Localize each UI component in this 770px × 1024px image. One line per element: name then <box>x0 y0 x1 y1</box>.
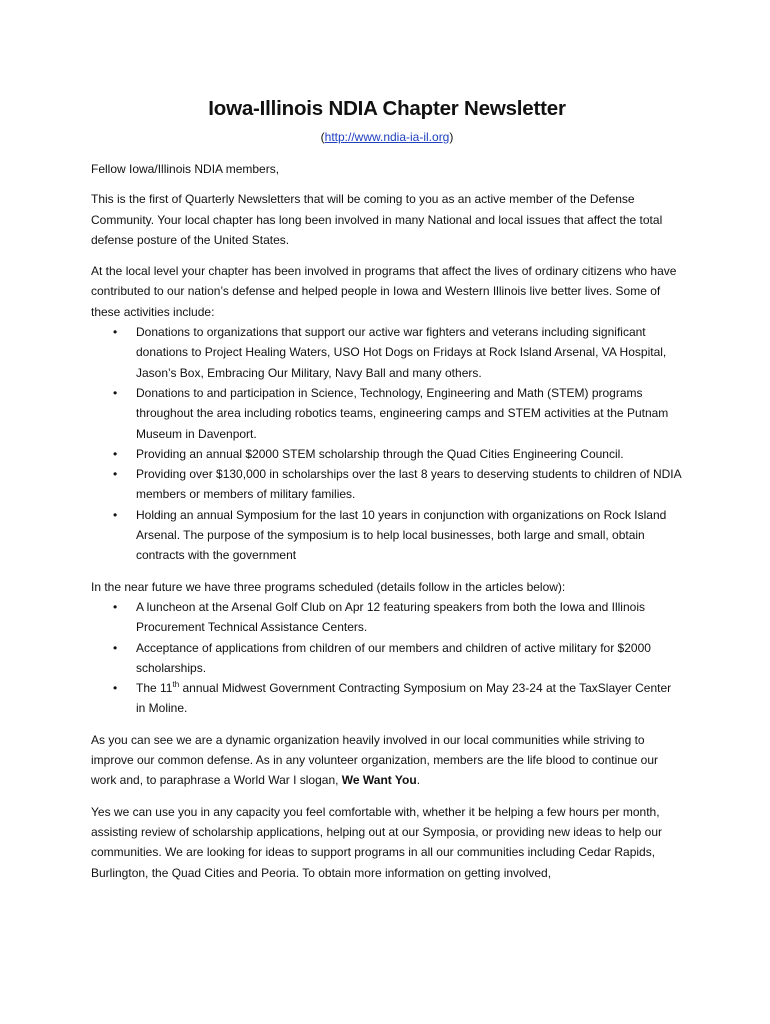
activities-list <box>91 322 683 566</box>
get-involved-paragraph: Yes we can use you in any capacity you feel comfortable with, whether it be helping a few hours per month, assisting review of scholarship applications, helping out at our Symposia, or providing new ideas to help our communities. We are looking for ideas to support programs in all our communities including Cedar Rapids, Burlington, the Quad Cities and Peoria. To obtain more information on getting involved, <box>91 804 662 880</box>
list-item <box>91 464 683 505</box>
website-line <box>91 129 683 145</box>
bullet-icon: • <box>113 507 118 522</box>
list-item <box>91 638 683 679</box>
activity-text: Providing an annual $2000 STEM scholarship through the Quad Cities Engineering Council. <box>136 446 624 461</box>
we-want-you-emphasis: We Want You <box>341 773 417 788</box>
activity-text: Donations to and participation in Science, Technology, Engineering and Math (STEM) programs throughout the area including robotics teams, engineering camps and STEM activities at the Putnam Museum in Davenport. <box>136 385 669 441</box>
url-close-paren: ) <box>449 130 454 144</box>
greeting: Fellow Iowa/Illinois NDIA members, <box>91 162 280 176</box>
activity-text: Donations to organizations that support our active war fighters and veterans including significant donations to Project Healing Waters, USO Hot Dogs on Fridays at Rock Island Arsenal, VA Hospital, Jason’s Box, Embracing Our Military, Navy Ball and many others. <box>136 325 667 380</box>
bullet-icon: • <box>113 467 118 482</box>
program-scholarships: Acceptance of applications from children of our members and children of active military for $2000 scholarships. <box>136 640 651 675</box>
url-open-paren: ( <box>320 130 325 144</box>
activity-text: Providing over $130,000 in scholarships over the last 8 years to deserving students to children of NDIA members or members of military families. <box>136 467 681 502</box>
programs-list <box>91 597 683 719</box>
intro-paragraph: This is the first of Quarterly Newsletters that will be coming to you as an active member of the Defense Community. Your local chapter has long been involved in many National and local issues that affect the total defense posture of the United States. <box>91 192 663 247</box>
website-link[interactable]: http://www.ndia-ia-il.org <box>324 130 450 144</box>
dynamic-organization-paragraph <box>91 730 683 791</box>
dynamic-paragraph-text: As you can see we are a dynamic organization heavily involved in our local communities while striving to improve our common defense. As in any volunteer organization, members are the life blood to continue our work and, to paraphrase a World War I slogan, <box>91 732 658 788</box>
list-item <box>91 505 683 566</box>
bullet-icon: • <box>113 446 118 461</box>
symposium-prefix: The 11 <box>136 681 173 696</box>
list-item <box>91 383 683 444</box>
bullet-icon: • <box>113 681 118 696</box>
bullet-icon: • <box>113 325 118 340</box>
dynamic-paragraph-end: . <box>416 773 421 788</box>
newsletter-body <box>91 96 683 883</box>
list-item <box>91 678 683 719</box>
list-item <box>91 444 683 464</box>
future-programs-paragraph: In the near future we have three programs scheduled (details follow in the articles below): <box>91 579 566 594</box>
symposium-suffix: annual Midwest Government Contracting Symposium on May 23-24 at the TaxSlayer Center in Moline. <box>136 681 672 716</box>
list-item <box>91 597 683 638</box>
local-activities-paragraph: At the local level your chapter has been involved in programs that affect the lives of ordinary citizens who have contributed to our nation’s defense and helped people in Iowa and Western Illinois live better lives. Some of these activities include: <box>91 264 677 319</box>
newsletter-title: Iowa-Illinois NDIA Chapter Newsletter <box>208 97 566 120</box>
bullet-icon: • <box>113 599 118 614</box>
program-symposium <box>136 681 671 715</box>
list-item <box>91 322 683 383</box>
bullet-icon: • <box>113 640 118 655</box>
activity-text: Holding an annual Symposium for the last 10 years in conjunction with organizations on Rock Island Arsenal. The purpose of the symposium is to help local businesses, both large and small, obtain contracts with the government <box>136 507 667 563</box>
program-luncheon: A luncheon at the Arsenal Golf Club on Apr 12 featuring speakers from both the Iowa and Illinois Procurement Technical Assistance Centers. <box>136 599 645 635</box>
ordinal-superscript: th <box>172 680 180 690</box>
bullet-icon: • <box>113 385 118 400</box>
